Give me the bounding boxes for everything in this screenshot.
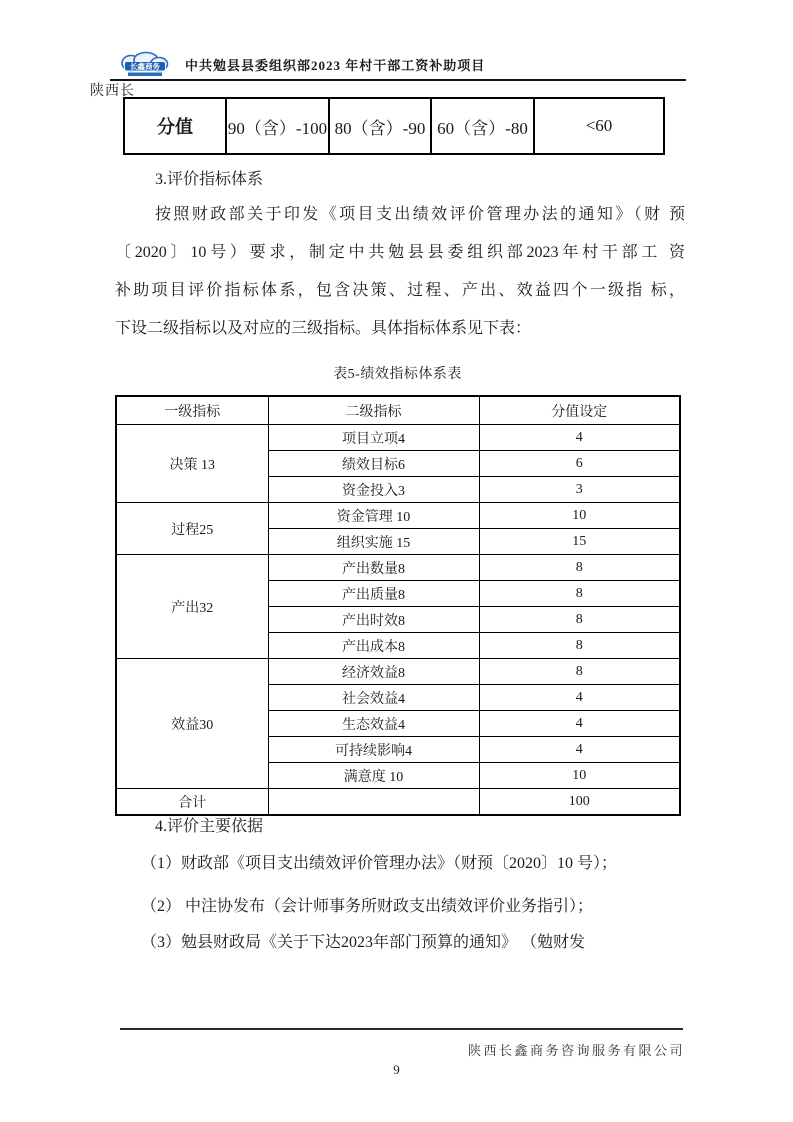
score-cell: 8 bbox=[479, 581, 680, 607]
paragraph-line: 〔2020〕10号）要求，制定中共勉县县委组织部2023年村干部工 资 bbox=[115, 244, 685, 261]
level2-indicator-cell: 产出时效8 bbox=[268, 607, 479, 633]
header-rule bbox=[110, 79, 686, 81]
level2-indicator-cell: 可持续影响4 bbox=[268, 737, 479, 763]
document-header-title: 中共勉县县委组织部2023 年村干部工资补助项目 bbox=[185, 57, 486, 73]
table-row bbox=[124, 98, 664, 154]
score-range-cell: 80（含）-90 bbox=[329, 98, 431, 154]
level2-indicator-cell: 生态效益4 bbox=[268, 711, 479, 737]
section-3-heading: 3.评价指标体系 bbox=[155, 171, 264, 188]
score-cell: 4 bbox=[479, 685, 680, 711]
level2-indicator-cell: 资金管理 10 bbox=[268, 503, 479, 529]
score-cell: 3 bbox=[479, 477, 680, 503]
column-header: 二级指标 bbox=[268, 396, 479, 425]
section-3-paragraph bbox=[115, 196, 685, 348]
score-cell: 8 bbox=[479, 555, 680, 581]
score-cell: 4 bbox=[479, 711, 680, 737]
level2-indicator-cell: 产出质量8 bbox=[268, 581, 479, 607]
level2-indicator-cell: 满意度 10 bbox=[268, 763, 479, 789]
table5-caption: 表5-绩效指标体系表 bbox=[333, 367, 462, 382]
reference-item: （2） 中注协发布（会计师事务所财政支出绩效评价业务指引）； bbox=[141, 898, 594, 915]
table-total-row bbox=[116, 789, 680, 816]
paragraph-line: 按照财政部关于印发《项目支出绩效评价管理办法的通知》（财 预 bbox=[155, 206, 685, 223]
level2-indicator-cell: 产出数量8 bbox=[268, 555, 479, 581]
score-label-cell: 分值 bbox=[124, 98, 226, 154]
footer-rule bbox=[120, 1028, 683, 1030]
company-logo-icon bbox=[118, 51, 170, 78]
score-cell: 4 bbox=[479, 425, 680, 451]
level2-indicator-cell: 产出成本8 bbox=[268, 633, 479, 659]
watermark-text: 陕西长 bbox=[90, 84, 135, 99]
column-header: 分值设定 bbox=[479, 396, 680, 425]
section-4-heading: 4.评价主要依据 bbox=[155, 818, 264, 835]
level1-indicator-cell: 过程25 bbox=[116, 503, 268, 555]
footer-company-name: 陕西长鑫商务咨询服务有限公司 bbox=[467, 1043, 685, 1058]
table-row bbox=[116, 555, 680, 581]
level2-indicator-cell: 资金投入3 bbox=[268, 477, 479, 503]
score-cell: 8 bbox=[479, 607, 680, 633]
level2-indicator-cell: 社会效益4 bbox=[268, 685, 479, 711]
score-cell: 8 bbox=[479, 659, 680, 685]
score-cell: 4 bbox=[479, 737, 680, 763]
paragraph-line: 下设二级指标以及对应的三级指标。具体指标体系见下表： bbox=[115, 320, 532, 337]
column-header: 一级指标 bbox=[116, 396, 268, 425]
level1-indicator-cell: 产出32 bbox=[116, 555, 268, 659]
level2-indicator-cell: 项目立项4 bbox=[268, 425, 479, 451]
level1-indicator-cell: 决策 13 bbox=[116, 425, 268, 503]
score-cell: 15 bbox=[479, 529, 680, 555]
level2-indicator-cell: 经济效益8 bbox=[268, 659, 479, 685]
level2-indicator-cell: 组织实施 15 bbox=[268, 529, 479, 555]
total-label-cell: 合计 bbox=[116, 789, 268, 816]
score-cell: 6 bbox=[479, 451, 680, 477]
level2-indicator-cell: 绩效目标6 bbox=[268, 451, 479, 477]
page-header bbox=[118, 50, 485, 78]
table-row bbox=[116, 503, 680, 529]
score-cell: 10 bbox=[479, 503, 680, 529]
level1-indicator-cell: 效益30 bbox=[116, 659, 268, 789]
score-cell: 10 bbox=[479, 763, 680, 789]
page-number: 9 bbox=[393, 1062, 400, 1077]
score-range-cell: 90（含）-100 bbox=[226, 98, 329, 154]
total-empty-cell bbox=[268, 789, 479, 816]
reference-item: （1）财政部《项目支出绩效评价管理办法》（财预〔2020〕10 号）； bbox=[141, 855, 618, 872]
score-range-cell: <60 bbox=[534, 98, 664, 154]
table-row bbox=[116, 659, 680, 685]
paragraph-line: 补助项目评价指标体系，包含决策、过程、产出、效益四个一级指 标， bbox=[115, 282, 685, 299]
score-range-table bbox=[123, 97, 665, 155]
score-cell: 8 bbox=[479, 633, 680, 659]
total-score-cell: 100 bbox=[479, 789, 680, 816]
reference-item: （3）勉县财政局《关于下达2023年部门预算的通知》 （勉财发 bbox=[141, 934, 586, 951]
table-row bbox=[116, 425, 680, 451]
table-header-row bbox=[116, 396, 680, 425]
logo-text: 长鑫商务 bbox=[130, 61, 160, 71]
indicator-system-table bbox=[115, 395, 681, 816]
score-range-cell: 60（含）-80 bbox=[431, 98, 534, 154]
